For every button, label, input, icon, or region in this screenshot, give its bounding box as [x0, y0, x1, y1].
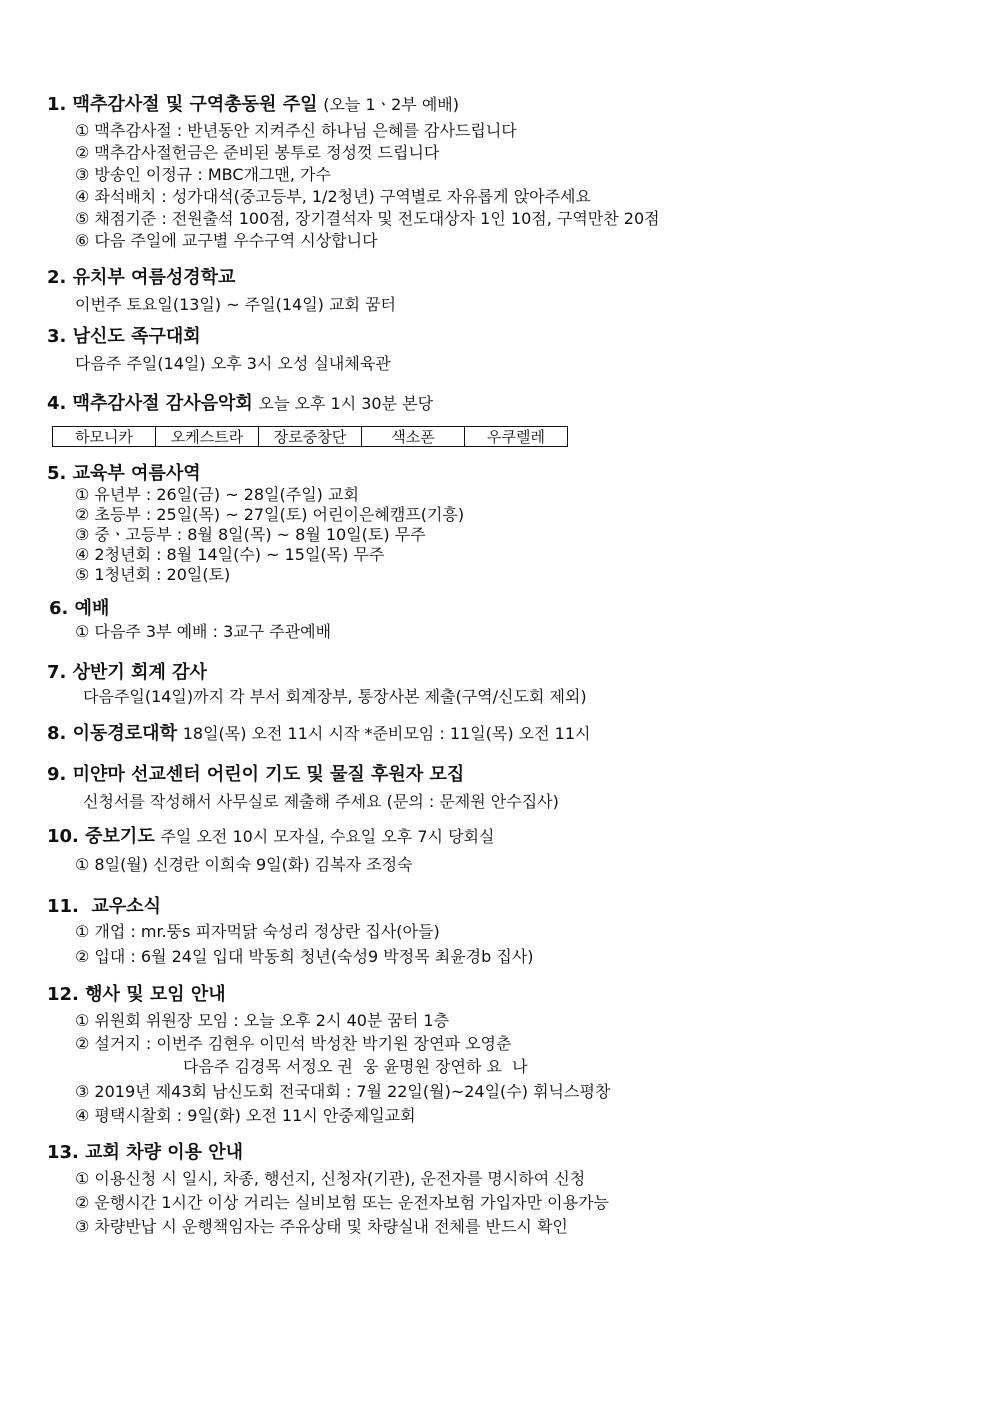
- section-8-title: 8. 이동경로대학: [47, 723, 177, 744]
- section-10-heading: [47, 826, 494, 848]
- section-9-title: 9. 미얀마 선교센터 어린이 기도 및 물질 후원자 모집: [47, 764, 465, 785]
- section-7-heading: [47, 662, 207, 684]
- section-10-note: 주일 오전 10시 모자실, 수요일 오후 7시 당회실: [160, 827, 495, 846]
- section-1-title: 1. 맥추감사절 및 구역총동원 주일: [47, 94, 318, 115]
- section-13-heading: [47, 1142, 243, 1164]
- section-4-title: 4. 맥추감사절 감사음악회: [47, 393, 253, 414]
- section-1-item-6: ⑥ 다음 주일에 교구별 우수구역 시상합니다: [75, 231, 378, 250]
- section-2-title: 2. 유치부 여름성경학교: [47, 267, 236, 288]
- concert-program-row: [53, 427, 568, 447]
- section-6-heading: [49, 598, 109, 620]
- section-11-title: 11. 교우소식: [47, 896, 161, 917]
- section-2-item-1: 이번주 토요일(13일) ~ 주일(14일) 교회 꿈터: [75, 295, 396, 314]
- section-6-item-1: ① 다음주 3부 예배 : 3교구 주관예배: [75, 622, 332, 641]
- section-11-heading: [47, 896, 161, 918]
- section-11-item-2: ② 입대 : 6월 24일 입대 박동희 청년(숙성9 박정목 최윤경b 집사): [75, 947, 534, 966]
- section-1-item-4: ④ 좌석배치 : 성가대석(중고등부, 1/2청년) 구역별로 자유롭게 앉아주세요: [75, 187, 591, 206]
- section-4-note: 오늘 오후 1시 30분 본당: [258, 394, 434, 413]
- section-1-heading: [47, 94, 459, 116]
- section-13-title: 13. 교회 차량 이용 안내: [47, 1142, 244, 1163]
- section-3-title: 3. 남신도 족구대회: [47, 326, 201, 347]
- section-5-title: 5. 교육부 여름사역: [47, 463, 201, 484]
- section-1-item-1: ① 맥추감사절 : 반년동안 지켜주신 하나님 은혜를 감사드립니다: [75, 121, 517, 140]
- section-3-item-1: 다음주 주일(14일) 오후 3시 오성 실내체육관: [75, 354, 391, 373]
- section-10-title: 10. 중보기도: [47, 826, 155, 847]
- section-5-item-2: ② 초등부 : 25일(목) ~ 27일(토) 어린이은혜캠프(기흥): [75, 505, 465, 524]
- section-7-title: 7. 상반기 회계 감사: [47, 662, 207, 683]
- section-3-heading: [47, 326, 201, 348]
- section-12-heading: [47, 984, 226, 1006]
- section-5-item-3: ③ 중ㆍ고등부 : 8월 8일(목) ~ 8월 10일(토) 무주: [75, 525, 426, 544]
- section-8-note: 18일(목) 오전 11시 시작 *준비모임 : 11일(목) 오전 11시: [182, 724, 591, 743]
- section-2-heading: [47, 267, 235, 289]
- section-11-item-1: ① 개업 : mr.뚱s 피자먹닭 숙성리 정상란 집사(아들): [75, 922, 440, 941]
- concert-program-table: [52, 426, 568, 447]
- section-9-heading: [47, 764, 464, 786]
- program-cell-4: 색소폰: [362, 427, 465, 447]
- section-10-item-1: ① 8일(월) 신경란 이희숙 9일(화) 김복자 조정숙: [75, 855, 413, 874]
- section-1-note: (오늘 1ㆍ2부 예배): [323, 95, 459, 114]
- section-12-title: 12. 행사 및 모임 안내: [47, 984, 226, 1005]
- section-5-item-1: ① 유년부 : 26일(금) ~ 28일(주일) 교회: [75, 485, 359, 504]
- program-cell-2: 오케스트라: [156, 427, 259, 447]
- section-12-item-2: ② 설거지 : 이번주 김현우 이민석 박성찬 박기원 장연파 오영춘: [75, 1034, 512, 1053]
- section-5-item-4: ④ 2청년회 : 8월 14일(수) ~ 15일(목) 무주: [75, 545, 385, 564]
- section-12-item-3: ③ 2019년 제43회 남신도회 전국대회 : 7월 22일(월)~24일(수) 휘닉스평창: [75, 1082, 611, 1101]
- program-cell-5: 우쿠렐레: [465, 427, 568, 447]
- section-5-heading: [47, 463, 201, 485]
- section-1-item-2: ② 맥추감사절헌금은 준비된 봉투로 정성껏 드립니다: [75, 143, 440, 162]
- section-1-item-5: ⑤ 채점기준 : 전원출석 100점, 장기결석자 및 전도대상자 1인 10점, 구역만찬 20점: [75, 209, 660, 228]
- section-8-heading: [47, 723, 590, 745]
- section-13-item-2: ② 운행시간 1시간 이상 거리는 실비보험 또는 운전자보험 가입자만 이용가능: [75, 1193, 609, 1212]
- section-13-item-1: ① 이용신청 시 일시, 차종, 행선지, 신청자(기관), 운전자를 명시하여 신청: [75, 1169, 586, 1188]
- section-9-item-1: 신청서를 작성해서 사무실로 제출해 주세요 (문의 : 문제원 안수집사): [83, 792, 559, 811]
- program-cell-1: 하모니카: [53, 427, 156, 447]
- section-1-item-3: ③ 방송인 이정규 : MBC개그맨, 가수: [75, 165, 331, 184]
- section-5-item-5: ⑤ 1청년회 : 20일(토): [75, 565, 231, 584]
- section-12-item-4: ④ 평택시찰회 : 9일(화) 오전 11시 안중제일교회: [75, 1106, 416, 1125]
- section-12-item-1: ① 위원회 위원장 모임 : 오늘 오후 2시 40분 꿈터 1층: [75, 1011, 450, 1030]
- section-13-item-3: ③ 차량반납 시 운행책임자는 주유상태 및 차량실내 전체를 반드시 확인: [75, 1217, 568, 1236]
- section-4-heading: [47, 393, 433, 415]
- section-12-item-2-continued: 다음주 김경목 서정오 권 웅 윤명원 장연하 요 나: [183, 1057, 528, 1076]
- program-cell-3: 장로중창단: [259, 427, 362, 447]
- section-6-title: 6. 예배: [49, 598, 110, 619]
- section-7-item-1: 다음주일(14일)까지 각 부서 회계장부, 통장사본 제출(구역/신도회 제외): [83, 687, 587, 706]
